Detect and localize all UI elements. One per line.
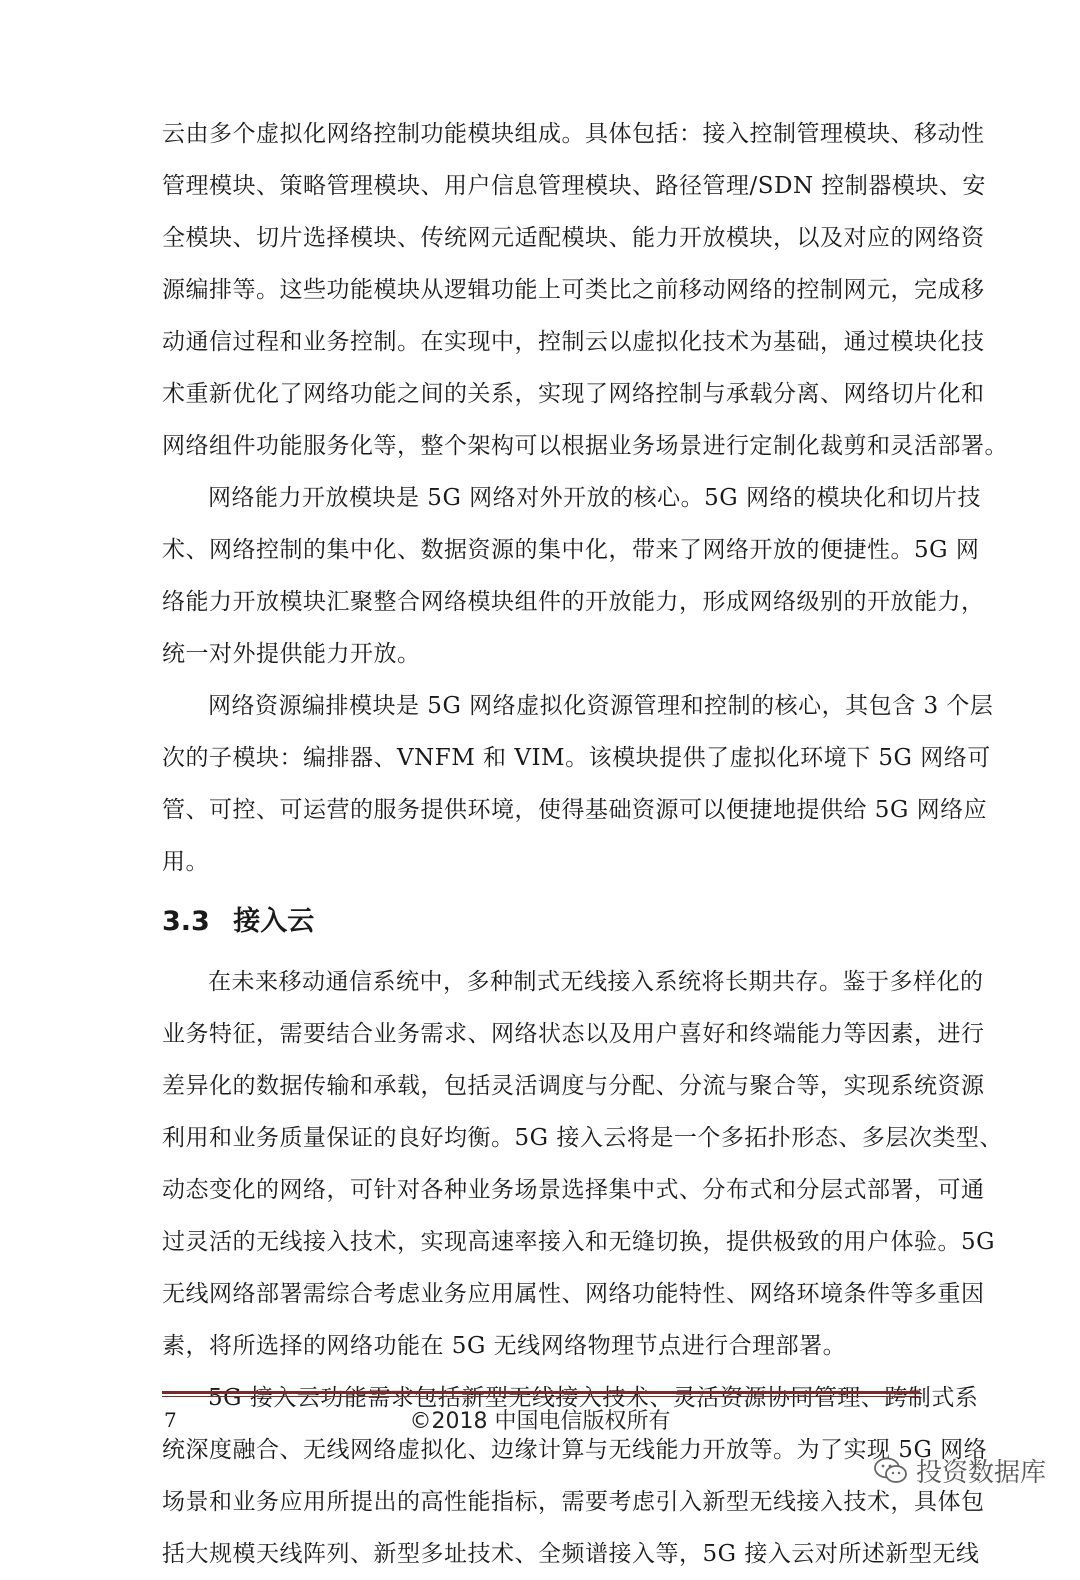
text-line: 动通信过程和业务控制。在实现中，控制云以虚拟化技术为基础，通过模块化技 (162, 329, 985, 355)
paragraph (162, 956, 1003, 1372)
text-line: 网络资源编排模块是 5G 网络虚拟化资源管理和控制的核心，其包含 3 个层 (208, 693, 994, 719)
text-line: 在未来移动通信系统中，多种制式无线接入系统将长期共存。鉴于多样化的 (208, 969, 984, 995)
watermark (874, 1452, 1046, 1489)
text-line: 用。 (162, 849, 209, 875)
text-line: 管理模块、策略管理模块、用户信息管理模块、路径管理/SDN 控制器模块、安 (162, 173, 986, 199)
section-title: 接入云 (233, 906, 315, 937)
page-number: 7 (164, 1408, 177, 1432)
text-line: 统一对外提供能力开放。 (162, 641, 421, 667)
copyright-notice: ©2018 中国电信版权所有 (409, 1409, 671, 1434)
paragraph (162, 680, 994, 888)
text-line: 素，将所选择的网络功能在 5G 无线网络物理节点进行合理部署。 (162, 1333, 847, 1359)
text-line: 动态变化的网络，可针对各种业务场景选择集中式、分布式和分层式部署，可通 (162, 1177, 985, 1203)
text-line: 网络能力开放模块是 5G 网络对外开放的核心。5G 网络的模块化和切片技 (208, 485, 981, 511)
text-line: 全模块、切片选择模块、传统网元适配模块、能力开放模块，以及对应的网络资 (162, 225, 985, 251)
text-line: 5G 接入云功能需求包括新型无线接入技术、灵活资源协同管理、跨制式系 (208, 1385, 979, 1411)
text-line: 云由多个虚拟化网络控制功能模块组成。具体包括：接入控制管理模块、移动性 (162, 121, 985, 147)
text-line: 源编排等。这些功能模块从逻辑功能上可类比之前移动网络的控制网元，完成移 (162, 277, 985, 303)
watermark-text: 投资数据库 (915, 1458, 1046, 1488)
text-line: 无线网络部署需综合考虑业务应用属性、网络功能特性、网络环境条件等多重因 (162, 1281, 985, 1307)
footer-rule (162, 1391, 920, 1397)
paragraph (162, 108, 1008, 472)
text-line: 过灵活的无线接入技术，实现高速率接入和无缝切换，提供极致的用户体验。5G (162, 1229, 996, 1255)
text-line: 统深度融合、无线网络虚拟化、边缘计算与无线能力开放等。为了实现 5G 网络 (162, 1437, 988, 1463)
text-line: 括大规模天线阵列、新型多址技术、全频谱接入等，5G 接入云对所述新型无线 (162, 1541, 980, 1567)
text-line: 管、可控、可运营的服务提供环境，使得基础资源可以便捷地提供给 5G 网络应 (162, 797, 988, 823)
text-line: 差异化的数据传输和承载，包括灵活调度与分配、分流与聚合等，实现系统资源 (162, 1073, 985, 1099)
text-line: 利用和业务质量保证的良好均衡。5G 接入云将是一个多拓扑形态、多层次类型、 (162, 1125, 1003, 1151)
text-line: 次的子模块：编排器、VNFM 和 VIM。该模块提供了虚拟化环境下 5G 网络可 (162, 745, 991, 771)
paragraph (162, 472, 985, 680)
text-line: 场景和业务应用所提出的高性能指标，需要考虑引入新型无线接入技术，具体包 (162, 1489, 985, 1515)
text-line: 业务特征，需要结合业务需求、网络状态以及用户喜好和终端能力等因素，进行 (162, 1021, 985, 1047)
wechat-icon (874, 1457, 908, 1485)
text-line: 术、网络控制的集中化、数据资源的集中化，带来了网络开放的便捷性。5G 网 (162, 537, 980, 563)
text-line: 网络组件功能服务化等，整个架构可以根据业务场景进行定制化裁剪和灵活部署。 (162, 433, 1008, 459)
text-line: 络能力开放模块汇聚整合网络模块组件的开放能力，形成网络级别的开放能力， (162, 589, 985, 615)
section-number: 3.3 (162, 906, 210, 937)
text-line: 术重新优化了网络功能之间的关系，实现了网络控制与承载分离、网络切片化和 (162, 381, 985, 407)
section-heading (162, 890, 920, 954)
